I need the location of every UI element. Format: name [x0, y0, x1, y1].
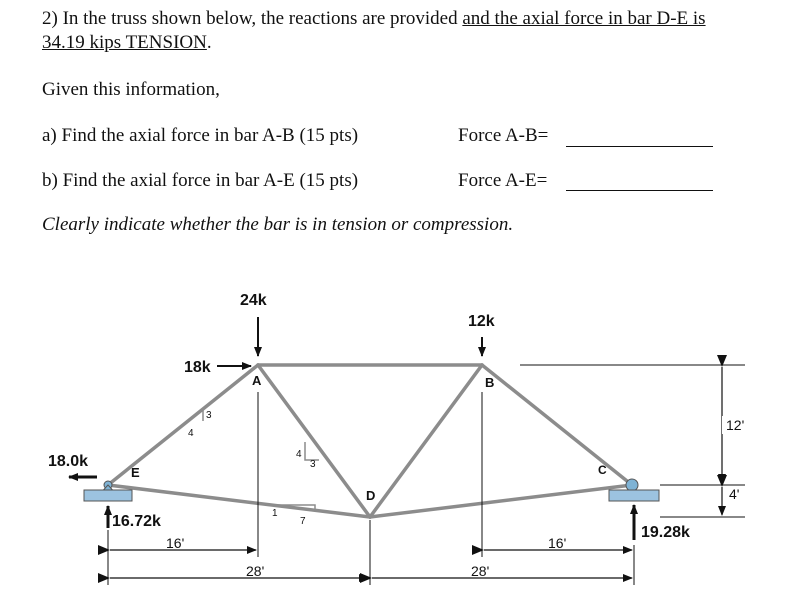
support-c — [609, 479, 659, 501]
node-a-label: A — [252, 373, 262, 388]
intro-underlined-2: 34.19 kips TENSION — [42, 32, 207, 53]
reaction-e-horizontal-label: 18.0k — [48, 453, 89, 470]
dim-height-bottom-label: 4' — [729, 486, 740, 502]
node-b-label: B — [485, 375, 495, 390]
member-bc — [482, 365, 632, 485]
load-a-vertical-label: 24k — [240, 292, 267, 309]
slope-triangle-ae — [188, 409, 203, 421]
node-c-label: C — [598, 463, 607, 477]
reaction-c-vertical-label: 19.28k — [641, 524, 690, 541]
member-bd — [370, 365, 482, 517]
slope-ae-rise: 3 — [206, 410, 212, 421]
node-e-label: E — [131, 465, 140, 480]
intro-underlined-1: and the axial force in bar D-E is — [462, 8, 706, 29]
intro-text: 2) In the truss shown below, the reactions are provided — [42, 8, 463, 29]
dim-height-top-label: 12' — [726, 417, 745, 433]
intro-end: . — [206, 32, 212, 53]
instruction-text: Clearly indicate whether the bar is in tension or compression. — [42, 214, 514, 235]
dim-d-c-label: 28' — [471, 563, 490, 579]
part-a-text: a) Find the axial force in bar A-B (15 pts) — [42, 125, 359, 146]
given-text: Given this information, — [42, 79, 220, 100]
part-b-text: b) Find the axial force in bar A-E (15 pts) — [42, 170, 359, 191]
support-e — [84, 481, 132, 501]
dim-e-d-label: 28' — [246, 563, 265, 579]
slope-ad-run: 3 — [310, 459, 316, 470]
slope-ed-rise: 1 — [272, 508, 278, 519]
node-d-label: D — [366, 488, 376, 503]
dim-e-a-label: 16' — [166, 535, 185, 551]
extension-lines — [108, 365, 745, 585]
load-b-vertical-label: 12k — [468, 313, 495, 330]
slope-ed-run: 7 — [300, 516, 306, 527]
slope-ae-run: 4 — [188, 428, 194, 439]
dim-b-c-label: 16' — [548, 535, 567, 551]
force-ab-label: Force A-B= — [458, 125, 549, 146]
reaction-e-vertical-label: 16.72k — [112, 513, 161, 530]
slope-ad-rise: 4 — [296, 449, 302, 460]
force-ae-label: Force A-E= — [458, 170, 548, 191]
member-ad — [258, 365, 370, 517]
member-dc — [370, 485, 632, 517]
load-a-horizontal-label: 18k — [184, 359, 211, 376]
